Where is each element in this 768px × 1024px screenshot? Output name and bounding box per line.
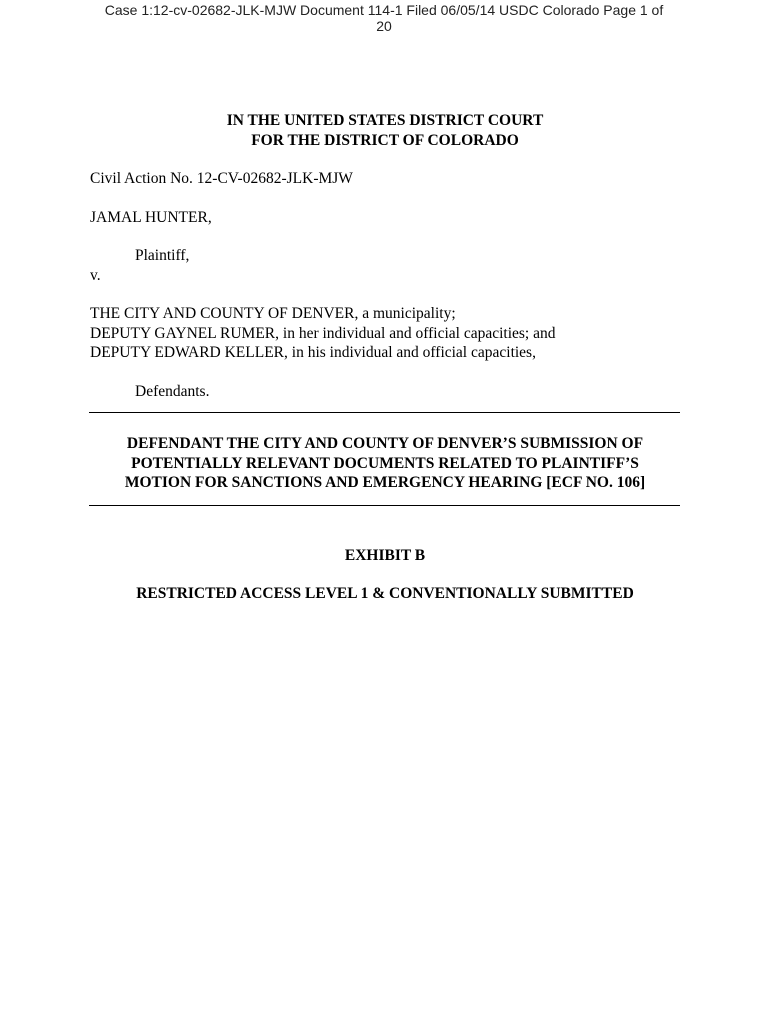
restricted-access-notice: RESTRICTED ACCESS LEVEL 1 & CONVENTIONALLY SUBMITTED: [136, 585, 634, 602]
court-caption: [90, 111, 680, 150]
versus-label: v.: [90, 266, 101, 284]
defendant-line: DEPUTY GAYNEL RUMER, in her individual and official capacities; and: [90, 324, 556, 342]
court-name-line-2: FOR THE DISTRICT OF COLORADO: [251, 131, 519, 149]
plaintiff-name: JAMAL HUNTER,: [90, 208, 212, 226]
defendant-line: THE CITY AND COUNTY OF DENVER, a municipality;: [90, 305, 456, 322]
defendants-list: [90, 304, 680, 363]
civil-action-number: Civil Action No. 12-CV-02682-JLK-MJW: [90, 170, 353, 187]
document-body: [90, 111, 680, 604]
divider-top: [89, 412, 680, 413]
plaintiff-role: Plaintiff,: [135, 247, 190, 264]
divider-bottom: [89, 505, 680, 506]
defendant-line: DEPUTY EDWARD KELLER, in his individual and official capacities,: [90, 344, 536, 361]
ecf-header-line-1: Case 1:12-cv-02682-JLK-MJW Document 114-1 Filed 06/05/14 USDC Colorado Page 1 of: [104, 2, 664, 18]
motion-title: [90, 434, 680, 493]
motion-title-line: POTENTIALLY RELEVANT DOCUMENTS RELATED TO PLAINTIFF’S: [131, 454, 639, 472]
exhibit-label: EXHIBIT B: [344, 546, 426, 564]
ecf-header-line-2: 20: [376, 18, 392, 34]
defendants-role: Defendants.: [135, 382, 210, 400]
motion-title-line: DEFENDANT THE CITY AND COUNTY OF DENVER’S SUBMISSION OF: [126, 435, 644, 452]
motion-title-line: MOTION FOR SANCTIONS AND EMERGENCY HEARING [ECF NO. 106]: [124, 474, 646, 491]
court-name-line-1: IN THE UNITED STATES DISTRICT COURT: [226, 112, 544, 129]
ecf-filing-header: [0, 2, 768, 34]
